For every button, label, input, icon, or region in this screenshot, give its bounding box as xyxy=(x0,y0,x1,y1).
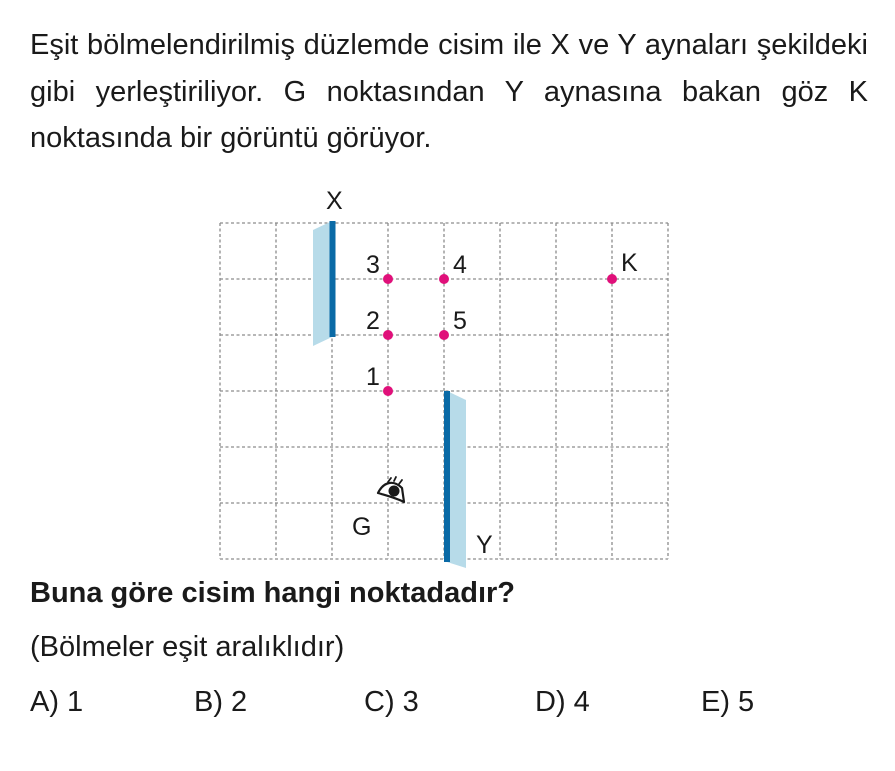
point-k xyxy=(607,274,617,284)
note-text: (Bölmeler eşit aralıklıdır) xyxy=(30,631,345,663)
point-5 xyxy=(439,330,449,340)
mirror-x-edge xyxy=(330,221,336,337)
point-3-label: 3 xyxy=(366,251,380,279)
answer-options xyxy=(0,686,895,726)
point-2 xyxy=(383,330,393,340)
mirror-y xyxy=(444,391,466,568)
mirror-y-edge xyxy=(444,391,450,562)
point-1 xyxy=(383,386,393,396)
point-1-label: 1 xyxy=(366,363,380,391)
point-4 xyxy=(439,274,449,284)
point-5-label: 5 xyxy=(453,307,467,335)
option-a[interactable]: A) 1 xyxy=(30,686,84,718)
point-k-label: K xyxy=(621,249,638,277)
point-4-label: 4 xyxy=(453,251,467,279)
option-d[interactable]: D) 4 xyxy=(535,686,590,718)
mirror-x-label: X xyxy=(326,187,343,215)
point-2-label: 2 xyxy=(366,307,380,335)
mirror-y-label: Y xyxy=(476,531,493,559)
figure-grid-diagram xyxy=(200,178,700,573)
mirror-x xyxy=(313,221,336,346)
question-text: Eşit bölmelendirilmiş düzlemde cisim ile X ve Y aynaları şekildeki gibi yerleştiriliyor. G noktasından Y aynasına bakan göz K noktasında bir görüntü görüyor. xyxy=(30,29,868,154)
prompt-text: Buna göre cisim hangi noktadadır? xyxy=(30,577,516,609)
point-3 xyxy=(383,274,393,284)
option-b[interactable]: B) 2 xyxy=(194,686,248,718)
mirror-x-face xyxy=(313,221,332,346)
eye-label: G xyxy=(352,513,372,541)
eye-icon xyxy=(378,477,404,502)
option-e[interactable]: E) 5 xyxy=(701,686,755,718)
option-c[interactable]: C) 3 xyxy=(364,686,419,718)
